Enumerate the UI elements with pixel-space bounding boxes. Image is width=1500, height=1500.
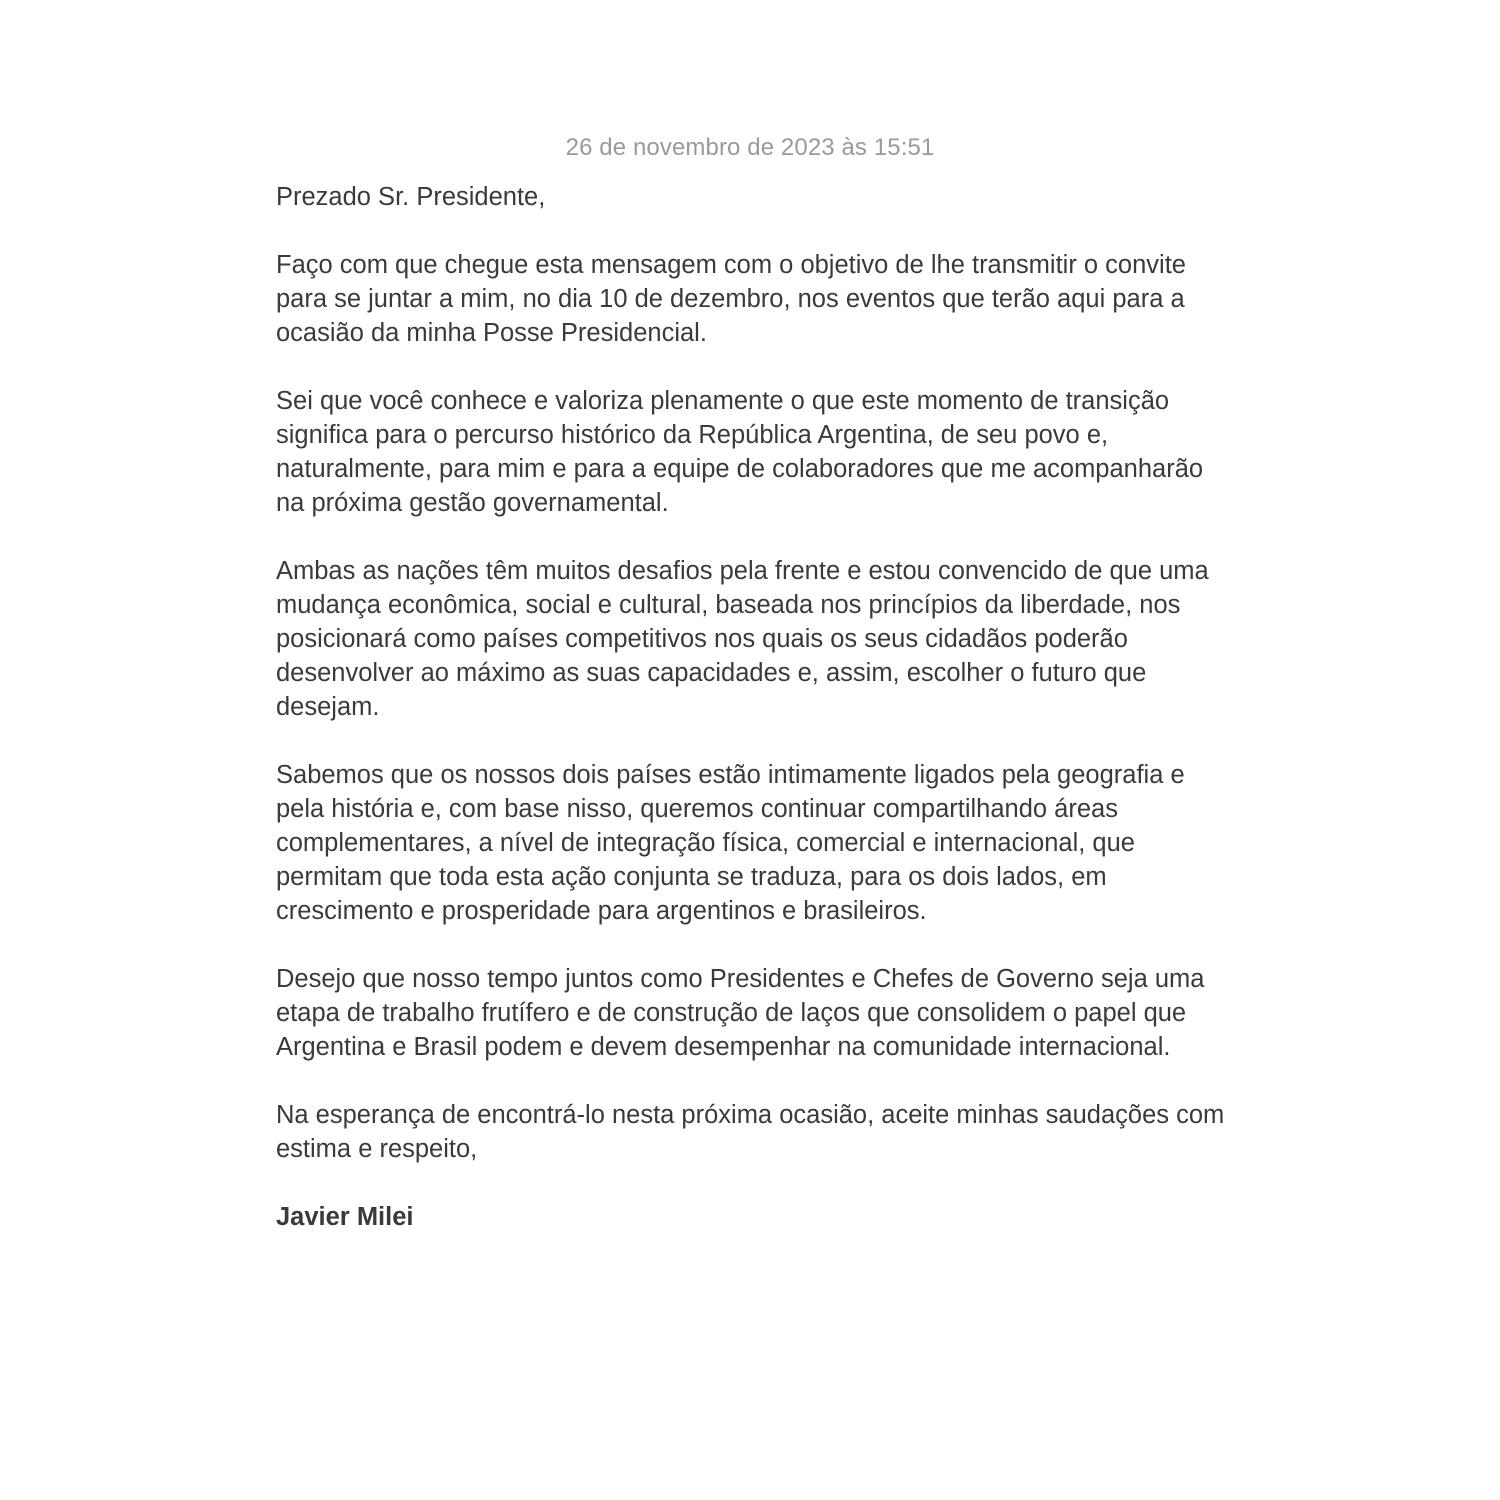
paragraph-2: Sei que você conhece e valoriza plenamente o que este momento de transição significa para o percurso histórico da República Argentina, de seu povo e, naturalmente, para mim e para a equipe de colaboradores que me acompanharão na próxima gestão governamental. <box>276 387 1204 517</box>
greeting: Prezado Sr. Presidente, <box>276 183 546 211</box>
paragraph-3: Ambas as nações têm muitos desafios pela frente e estou convencido de que uma mudança econômica, social e cultural, baseada nos princípios da liberdade, nos posicionará como países competitivos nos quais os seus cidadãos poderão desenvolver ao máximo as suas capacidades e, assim, escolher o futuro que desejam. <box>276 557 1209 721</box>
note-body[interactable] <box>276 180 1236 1268</box>
note-timestamp: 26 de novembro de 2023 às 15:51 <box>565 134 935 161</box>
paragraph-1: Faço com que chegue esta mensagem com o objetivo de lhe transmitir o convite para se juntar a mim, no dia 10 de dezembro, nos eventos que terão aqui para a ocasião da minha Posse Presidencial. <box>276 251 1186 347</box>
paragraph-4: Sabemos que os nossos dois países estão intimamente ligados pela geografia e pela história e, com base nisso, queremos continuar compartilhando áreas complementares, a nível de integração física, comercial e internacional, que permitam que toda esta ação conjunta se traduza, para os dois lados, em crescimento e prosperidade para argentinos e brasileiros. <box>276 761 1185 925</box>
paragraph-5: Desejo que nosso tempo juntos como Presidentes e Chefes de Governo seja uma etapa de trabalho frutífero e de construção de laços que consolidem o papel que Argentina e Brasil podem e devem desempenhar na comunidade internacional. <box>276 965 1205 1061</box>
paragraph-6: Na esperança de encontrá-lo nesta próxima ocasião, aceite minhas saudações com estima e respeito, <box>276 1101 1225 1163</box>
signature: Javier Milei <box>276 1203 414 1231</box>
